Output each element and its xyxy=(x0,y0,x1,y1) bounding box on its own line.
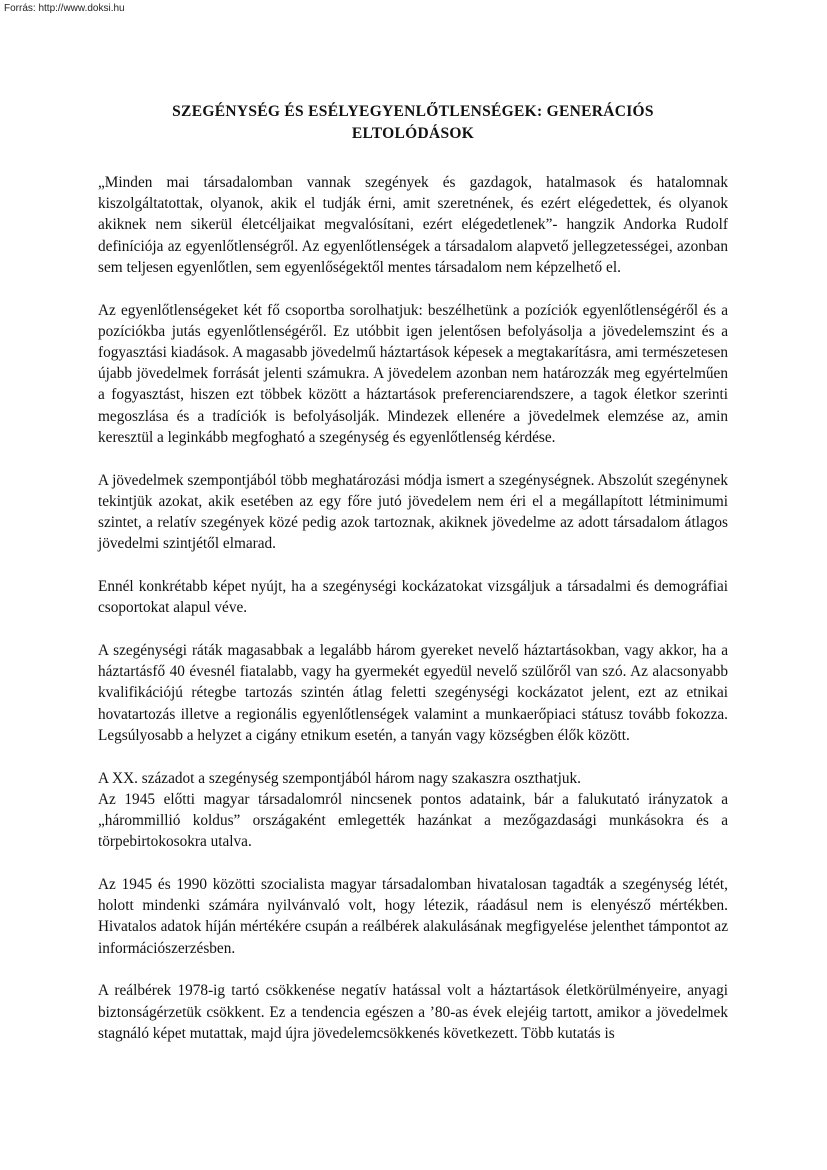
paragraph-andorka-quote: „Minden mai társadalomban vannak szegények és gazdagok, hatalmasok és hatalomnak kiszolgáltatottak, olyanok, akik el tudják érni, amit szeretnének, és ezért elégedettek, és olyanok akiknek nem sikerül életcéljaikat megvalósítani, ezért elégedetlenek”- hangzik Andorka Rudolf definíciója az egyenlőtlenségről. Az egyenlőtlenségek a társadalom alapvető jellegzetességei, azonban sem teljesen egyenlőtlen, sem egyenlőségektől mentes társadalom nem képzelhető el. xyxy=(98,174,728,276)
paragraph-inequality-groups: Az egyenlőtlenségeket két fő csoportba sorolhatjuk: beszélhetünk a pozíciók egyenlőtlenségéről és a pozíciókba jutás egyenlőtlenségéről. Ez utóbbit igen jelentősen befolyásolja a jövedelemszint és a fogyasztási kiadások. A magasabb jövedelmű háztartások képesek a megtakarításra, ami természetesen újabb jövedelmek forrását jelenti számukra. A jövedelem azonban nem határozzák meg egyértelműen a fogyasztást, hiszen ezt többek között a háztartások preferenciarendszere, a tagok életkor szerinti megoszlása és a tradíciók is befolyásolják. Mindezek ellenére a jövedelmek elemzése az, amin keresztül a leginkább megfogható a szegénység és egyenlőtlenség kérdése. xyxy=(98,301,728,446)
paragraph-real-wages: A reálbérek 1978-ig tartó csökkenése negatív hatással volt a háztartások életkörülményeire, anyagi biztonságérzetük csökkent. Ez a tendencia egészen a ’80-as évek elejéig tartott, amikor a jövedelmek stagnáló képet mutattak, majd újra jövedelemcsökkenés következett. Több kutatás is xyxy=(98,982,728,1042)
document-body xyxy=(98,172,728,1066)
paragraph-socialist-era: Az 1945 és 1990 közötti szocialista magyar társadalomban hivatalosan tagadták a szegénység létét, holott mindenki számára nyilvánvaló volt, hogy létezik, ráadásul nem is elenyésző mértékben. Hivatalos adatok híján mértékére csupán a reálbérek alakulásának megfigyelése jelenthet támpontot az információszerzésben. xyxy=(98,876,728,957)
paragraph-poverty-rates: A szegénységi ráták magasabbak a legalább három gyereket nevelő háztartásokban, vagy akkor, ha a háztartásfő 40 évesnél fiatalabb, vagy ha gyermekét egyedül nevelő szülőről van szó. Az alacsonyabb kvalifikációjú rétegbe tartozás szintén átlag feletti szegénységi kockázatot jelent, ezt az etnikai hovatartozás illetve a regionális egyenlőtlenségek valamint a munkaerőpiaci státusz tovább fokozza. Legsúlyosabb a helyzet a cigány etnikum esetén, a tanyán vagy községben élők között. xyxy=(98,642,728,744)
paragraph-poverty-definitions: A jövedelmek szempontjából több meghatározási módja ismert a szegénységnek. Abszolút szegénynek tekintjük azokat, akik esetében az egy főre jutó jövedelem nem éri el a megállapított létminimumi szintet, a relatív szegények közé pedig azok tartoznak, akiknek jövedelme az adott társadalom átlagos jövedelmi szintjétől elmarad. xyxy=(98,471,728,553)
paragraph-twentieth-century: A XX. századot a szegénység szempontjából három nagy szakaszra oszthatjuk. xyxy=(98,769,581,787)
paragraph-risk-groups-intro: Ennél konkrétabb képet nyújt, ha a szegénységi kockázatokat vizsgáljuk a társadalmi és demográfiai csoportokat alapul véve. xyxy=(98,578,728,617)
paragraph-pre-1945: Az 1945 előtti magyar társadalomról nincsenek pontos adataink, bár a falukutató irányzatok a „hárommillió koldus” országaként emlegették hazánkat a mezőgazdasági munkásokra és a törpebirtokosokra utalva. xyxy=(98,790,728,851)
title-line-2: ELTOLÓDÁSOK xyxy=(351,125,475,142)
document-title xyxy=(98,101,728,145)
source-label: Forrás: http://www.doksi.hu xyxy=(4,3,125,14)
title-line-1: SZEGÉNYSÉG ÉS ESÉLYEGYENLŐTLENSÉGEK: GENERÁCIÓS xyxy=(172,103,654,120)
